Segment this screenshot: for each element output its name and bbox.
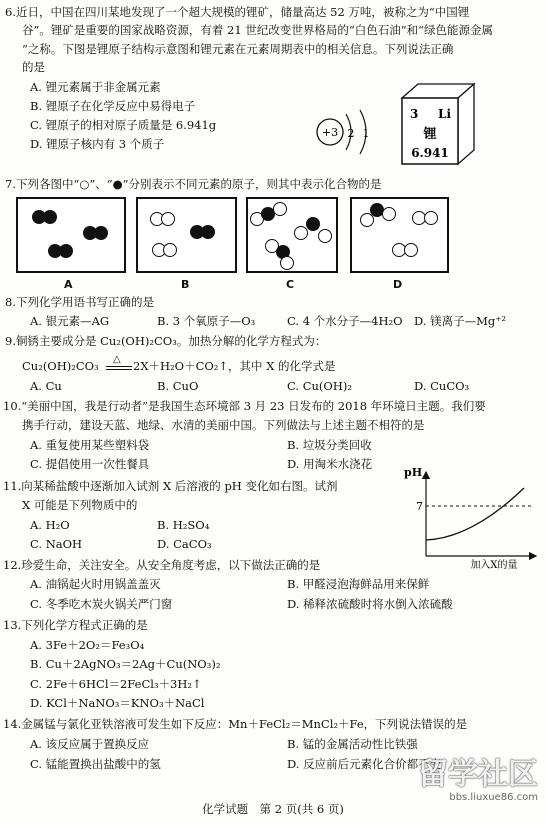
q10-option-d: D. 用淘米水浇花	[287, 457, 373, 471]
black-atom	[59, 244, 73, 258]
q8-option-c: C. 4 个水分子—4H₂O	[287, 314, 403, 328]
q6-line2: 谷”。锂矿是重要的国家战略资源，有着 21 世纪改变世界格局的“白色石油”和“绿色能源金属	[22, 23, 493, 37]
q7-stem: 7.下列各图中“○”、“●”分别表示不同元素的原子，则其中表示化合物的是	[5, 177, 382, 191]
q13-option-b: B. Cu＋2AgNO₃＝2Ag＋Cu(NO₃)₂	[30, 657, 221, 671]
white-atom	[280, 256, 294, 270]
q14-option-c: C. 锰能置换出盐酸中的氢	[30, 757, 161, 771]
q14-option-b: B. 锰的金属活动性比铁强	[287, 737, 418, 751]
q12-stem: 12.珍爱生命，关注安全。从安全角度考虑，以下做法正确的是	[3, 558, 321, 572]
white-atom	[161, 212, 175, 226]
q13-option-d: D. KCl＋NaNO₃＝KNO₃＋NaCl	[30, 696, 205, 710]
q6-line3: ”之称。下图是锂原子结构示意图和锂元素在元素周期表中的相关信息。下列说法正确	[22, 42, 454, 56]
q9-option-d: D. CuCO₃	[414, 379, 470, 393]
q6-option-a: A. 锂元素属于非金属元素	[30, 80, 161, 94]
ph-y-label: pH	[404, 466, 423, 479]
white-atom	[424, 211, 438, 225]
q7-box-d	[350, 197, 449, 273]
q10-option-a: A. 重复使用某些塑料袋	[30, 438, 150, 452]
element-mass: 6.941	[411, 146, 449, 160]
ph-chart	[400, 462, 542, 570]
q12-option-c: C. 冬季吃木炭火锅关严门窗	[30, 597, 173, 611]
q7-box-a	[16, 197, 126, 273]
q9-equals-sign	[106, 366, 132, 370]
white-atom	[294, 226, 308, 240]
q9-stem: 9.铜锈主要成分是 Cu₂(OH)₂CO₃。加热分解的化学方程式为：	[5, 334, 327, 348]
ph-curve	[426, 488, 524, 540]
q11-line1: 11.向某稀盐酸中逐渐加入试剂 X 后溶液的 pH 变化如右图。试剂	[3, 479, 338, 493]
white-atom	[382, 207, 396, 221]
q8-option-b: B. 3 个氧原子—O₃	[157, 314, 256, 328]
q13-option-c: C. 2Fe＋6HCl＝2FeCl₃＋3H₂↑	[30, 677, 202, 691]
atom-nucleus-charge: +3	[321, 126, 339, 139]
ph-tick-7: 7	[416, 500, 423, 513]
q10-line1: 10.“美丽中国，我是行动者”是我国生态环境部 3 月 23 日发布的 2018 年环境日主题。我们要	[3, 399, 486, 413]
q14-option-d: D. 反应前后元素化合价都不变	[287, 757, 442, 771]
element-number: 3	[410, 107, 419, 121]
black-atom	[201, 225, 215, 239]
q7-label-c: C	[286, 278, 295, 291]
ph-x-label: 加入X的量	[470, 560, 518, 570]
q6-option-d: D. 锂原子核内有 3 个质子	[30, 137, 165, 151]
atom-shell1-count: 2	[347, 127, 355, 140]
q8-stem: 8.下列化学用语书写正确的是	[5, 295, 154, 309]
q8-option-d: D. 镁离子—Mg⁺²	[414, 314, 506, 328]
q12-option-d: D. 稀释浓硫酸时将水倒入浓硫酸	[287, 597, 453, 611]
q6-line4: 的是	[22, 60, 45, 74]
q9-equation-right: 2X＋H₂O＋CO₂↑，其中 X 的化学式是	[133, 359, 336, 373]
q13-option-a: A. 3Fe＋2O₂＝Fe₃O₄	[30, 638, 145, 652]
q14-option-a: A. 该反应属于置换反应	[30, 737, 150, 751]
q6-line1: 6.近日，中国在四川某地发现了一个超大规模的锂矿，储量高达 52 万吨，被称之为“中国锂	[5, 5, 470, 19]
q8-option-a: A. 银元素—AG	[30, 314, 110, 328]
q11-option-d: D. CaCO₃	[157, 537, 212, 551]
white-atom	[318, 229, 332, 243]
q9-option-b: B. CuO	[157, 379, 199, 393]
q11-option-c: C. NaOH	[30, 537, 83, 551]
watermark-logo-text: 留学社区	[418, 757, 538, 792]
q9-heat-condition: △	[113, 354, 121, 365]
page-footer: 化学试题 第 2 页(共 6 页)	[202, 802, 344, 816]
q7-label-d: D	[393, 278, 403, 291]
white-atom	[273, 202, 287, 216]
q7-box-b	[136, 197, 237, 273]
black-atom	[94, 226, 108, 240]
q6-option-b: B. 锂原子在化学反应中易得电子	[30, 99, 196, 113]
q6-option-c: C. 锂原子的相对原子质量是 6.941g	[30, 118, 217, 132]
atom-shell2-count: 1	[362, 127, 370, 140]
q7-label-b: B	[181, 278, 190, 291]
q9-equation-left: Cu₂(OH)₂CO₃	[22, 359, 99, 373]
q9-option-c: C. Cu(OH)₂	[287, 379, 352, 393]
q10-option-b: B. 垃圾分类回收	[287, 438, 372, 452]
q11-option-a: A. H₂O	[30, 518, 70, 532]
watermark-url: bbs.liuxue86.com	[449, 792, 538, 803]
black-atom	[306, 217, 320, 231]
site-watermark	[418, 758, 538, 804]
q7-label-a: A	[64, 278, 73, 291]
lithium-atom-diagram	[312, 100, 382, 162]
white-atom	[404, 243, 418, 257]
q10-option-c: C. 提倡使用一次性餐具	[30, 457, 150, 471]
q7-box-c	[246, 197, 338, 273]
q13-stem: 13.下列化学方程式正确的是	[3, 618, 148, 632]
q12-option-a: A. 油锅起火时用锅盖盖灭	[30, 577, 161, 591]
q9-option-a: A. Cu	[30, 379, 62, 393]
q11-line2: X 可能是下列物质中的	[22, 498, 138, 512]
q11-option-b: B. H₂SO₄	[157, 518, 210, 532]
element-name: 锂	[423, 127, 437, 142]
lithium-element-cell	[398, 80, 478, 168]
element-symbol: Li	[438, 107, 451, 121]
black-atom	[43, 210, 57, 224]
q10-line2: 携手行动，建设天蓝、地绿、水清的美丽中国。下列做法与上述主题不相符的是	[22, 418, 425, 432]
q12-option-b: B. 甲醛浸泡海鲜品用来保鲜	[287, 577, 430, 591]
q14-stem: 14.金属锰与氯化亚铁溶液可发生如下反应：Mn＋FeCl₂＝MnCl₂＋Fe，下列说法错误的是	[3, 717, 468, 731]
white-atom	[163, 243, 177, 257]
